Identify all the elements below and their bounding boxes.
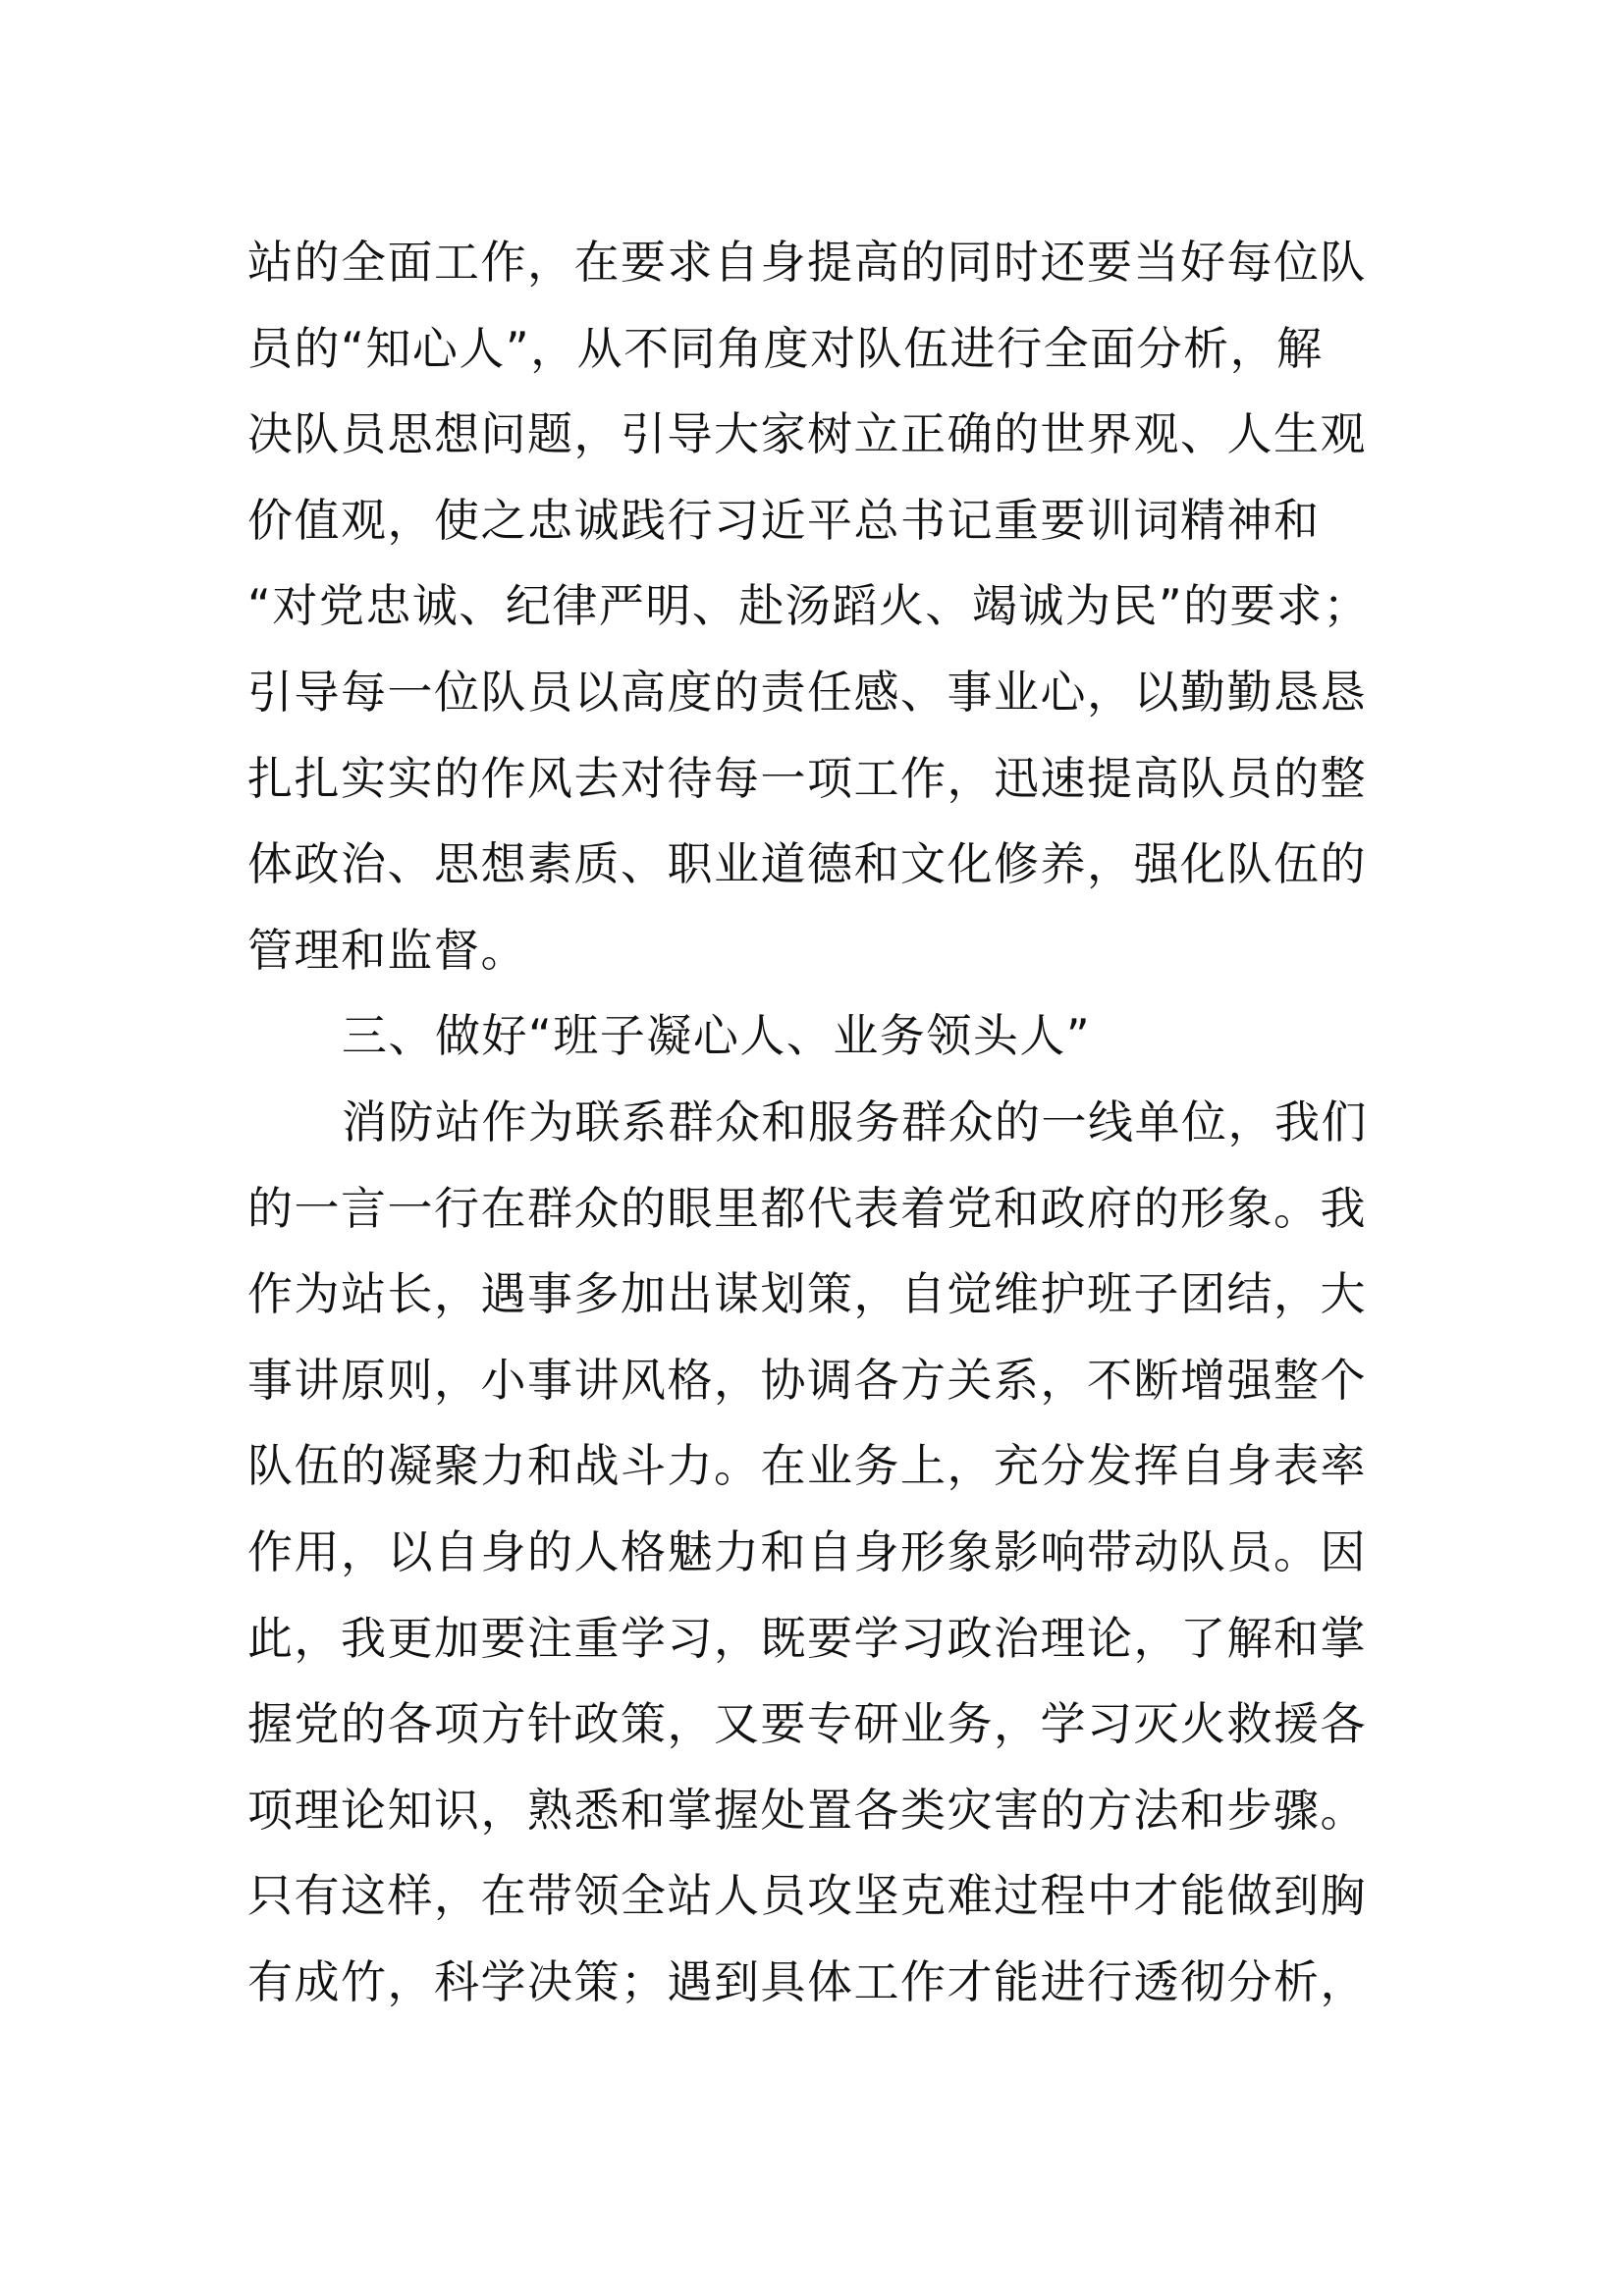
text-line: 握党的各项方针政策，又要专研业务，学习灭火救援各 [247,1697,1367,1751]
text-line: 价值观，使之忠诚践行习近平总书记重要训词精神和 [247,493,1321,547]
text-line: “对党忠诚、纪律严明、赴汤蹈火、竭诚为民”的要求； [247,579,1371,633]
text-line: 扎扎实实的作风去对待每一项工作，迅速提高队员的整 [247,751,1367,805]
text-line: 队伍的凝聚力和战斗力。在业务上，充分发挥自身表率 [247,1439,1367,1493]
text-line: 只有这样，在带领全站人员攻坚克难过程中才能做到胸 [247,1869,1367,1923]
body-text [247,220,1371,2025]
text-line: 体政治、思想素质、职业道德和文化修养，强化队伍的 [247,837,1367,891]
text-line: 此，我更加要注重学习，既要学习政治理论，了解和掌 [247,1611,1367,1665]
text-line: 的一言一行在群众的眼里都代表着党和政府的形象。我 [247,1181,1367,1235]
text-line: 作为站长，遇事多加出谋划策，自觉维护班子团结，大 [247,1267,1367,1321]
text-line: 管理和监督。 [247,923,527,977]
text-line: 决队员思想问题，引导大家树立正确的世界观、人生观 [247,407,1367,461]
paragraph-first-line: 消防站作为联系群众和服务群众的一线单位，我们 [342,1095,1368,1148]
text-line: 引导每一位队员以高度的责任感、事业心，以勤勤恳恳 [247,665,1367,719]
text-line: 作用，以自身的人格魅力和自身形象影响带动队员。因 [247,1524,1367,1578]
section-heading: 三、做好“班子凝心人、业务领头人” [342,1009,1092,1063]
text-line: 有成竹，科学决策；遇到具体工作才能进行透彻分析， [247,1954,1367,2008]
text-line: 项理论知识，熟悉和掌握处置各类灾害的方法和步骤。 [247,1783,1367,1837]
text-line: 站的全面工作，在要求自身提高的同时还要当好每位队 [247,236,1367,289]
text-line: 事讲原则，小事讲风格，协调各方关系，不断增强整个 [247,1353,1367,1407]
text-line: 员的“知心人”，从不同角度对队伍进行全面分析，解 [247,321,1324,375]
